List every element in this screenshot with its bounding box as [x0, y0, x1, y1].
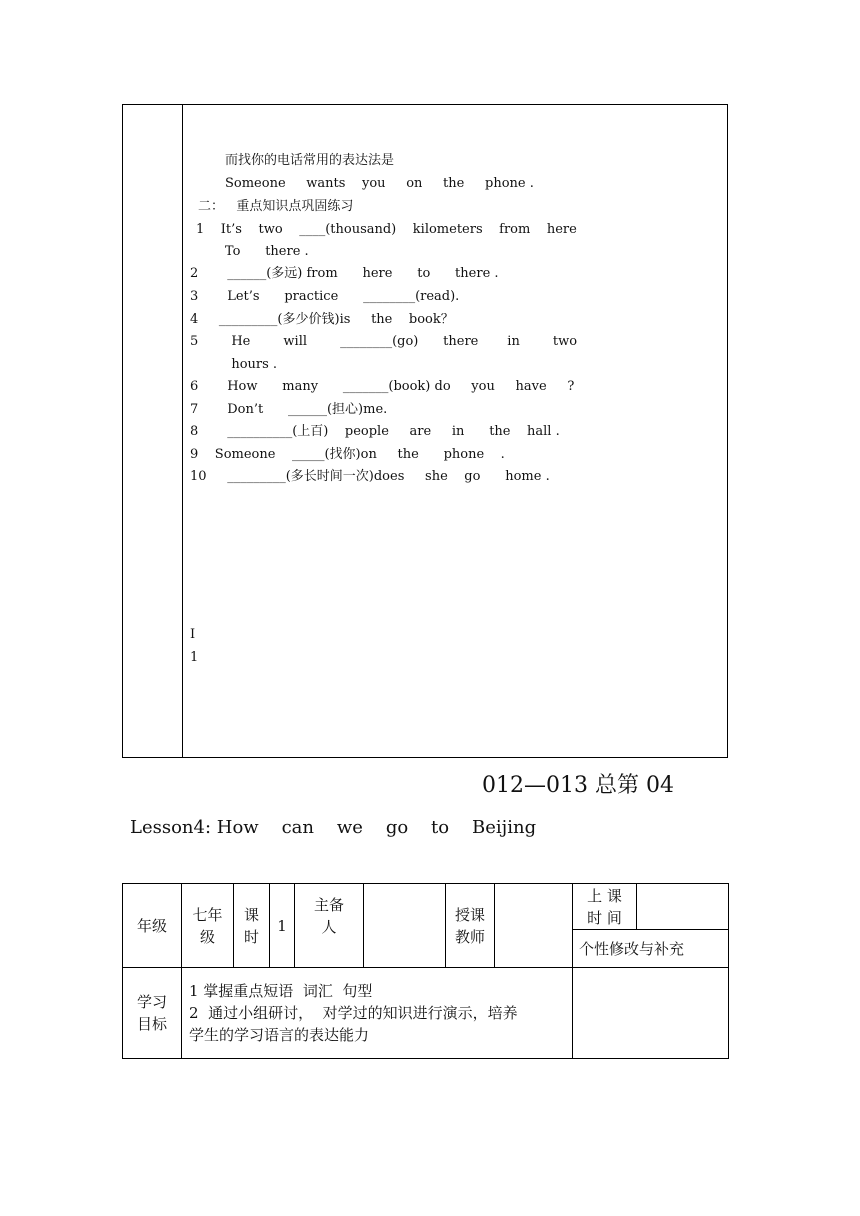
page-code: 012—013 总第 04 — [482, 773, 674, 798]
lesson-title: Lesson4: How can we go to Beijing — [130, 817, 537, 838]
exercise-item: 4 _________(多少价钱)is the book？ — [190, 312, 454, 327]
exercise-item: 1 It’s two ____(thousand) kilometers from here — [196, 222, 577, 237]
period-value: 1 — [269, 883, 295, 968]
class-time-label: 上 课 时 间 — [572, 883, 637, 930]
lesson-info-table — [122, 883, 729, 1059]
goal-label: 学习目标 — [122, 967, 182, 1059]
exercise-item: 10 _________(多长时间一次)does she go home . — [190, 469, 550, 484]
intro-line-1: 而找你的电话常用的表达法是 — [225, 153, 395, 168]
margin-mark: I — [190, 627, 196, 642]
exercise-item: 7 Don’t ______(担心)me. — [190, 402, 388, 417]
intro-line-2: Someone wants you on the phone . — [225, 176, 534, 191]
revision-label: 个性修改与补充 — [572, 929, 729, 968]
exercise-item: 3 Let’s practice ________(read). — [190, 289, 460, 304]
preparer-label: 主备人 — [294, 883, 364, 968]
teacher-value — [494, 883, 573, 968]
goal-line: 学生的学习语言的表达能力 — [189, 1026, 370, 1044]
grade-label: 年级 — [122, 883, 182, 968]
exercise-item: To there . — [196, 244, 309, 259]
goal-line: 1 掌握重点短语 词汇 句型 — [189, 982, 373, 1000]
margin-mark: 1 — [190, 650, 199, 665]
goal-note — [572, 967, 729, 1059]
preparer-value — [363, 883, 446, 968]
goal-content — [181, 967, 573, 1059]
exercise-box-divider — [182, 105, 183, 757]
teacher-label: 授课教师 — [445, 883, 495, 968]
exercise-item: 5 He will ________(go) there in two — [190, 334, 578, 349]
exercise-item: 2 ______(多远) from here to there . — [190, 266, 499, 281]
exercise-item: 9 Someone _____(找你)on the phone . — [190, 447, 505, 462]
section-title: 二： 重点知识点巩固练习 — [198, 199, 354, 214]
exercise-item: 6 How many _______(book) do you have ? — [190, 379, 575, 394]
exercise-item: hours . — [190, 357, 278, 372]
period-label: 课时 — [233, 883, 270, 968]
grade-value: 七年级 — [181, 883, 234, 968]
goal-line: 2 通过小组研讨， 对学过的知识进行演示，培养 — [189, 1004, 518, 1022]
class-time-value — [636, 883, 729, 930]
exercise-item: 8 __________(上百) people are in the hall . — [190, 424, 560, 439]
